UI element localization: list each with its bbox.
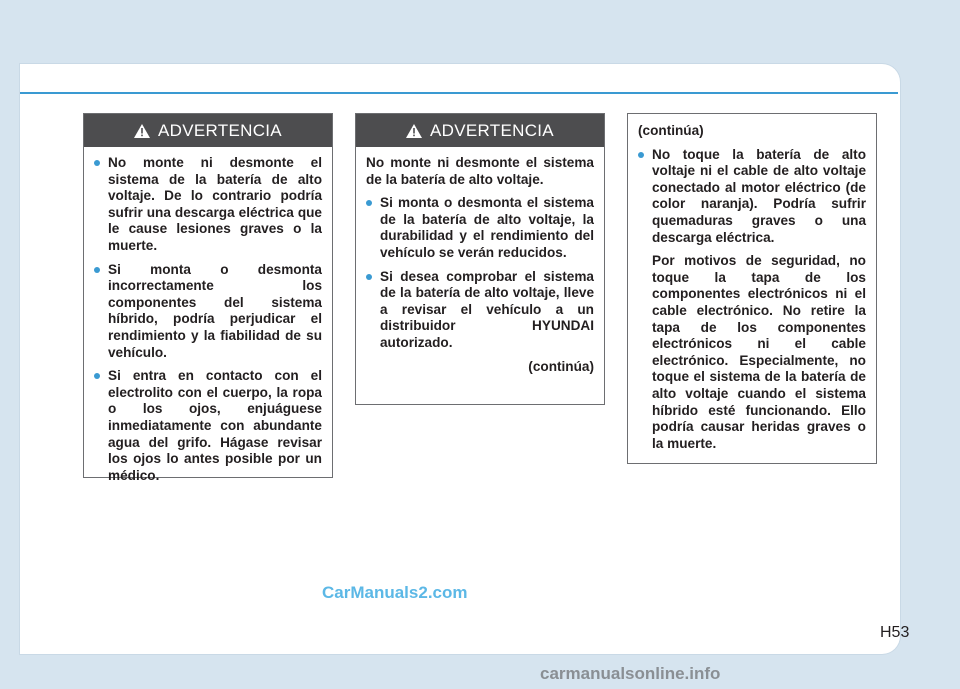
header-rule: [20, 92, 898, 94]
warning-box-3: [627, 113, 877, 464]
warning-triangle-icon: [134, 124, 150, 138]
bullet-icon: [94, 267, 100, 273]
warning-header-2: [356, 114, 604, 147]
list-item: [366, 195, 594, 261]
list-item-text: No toque la batería de alto voltaje ni el cable de alto voltaje conectado al motor eléctrico (de color naranja). Podría sufrir quemaduras graves o una descarga eléctrica.: [652, 146, 866, 245]
bullet-icon: [94, 160, 100, 166]
bullet-icon: [638, 152, 644, 158]
warning-box-2: [355, 113, 605, 405]
list-item: [94, 368, 322, 484]
list-item-text: Si desea comprobar el sistema de la batería de alto voltaje, lleve a revisar el vehículo a un distribuidor HYUNDAI autorizado.: [380, 268, 594, 350]
footer-watermark: carmanualsonline.info: [540, 664, 721, 683]
list-item-text: Si entra en contacto con el electrolito con el cuerpo, la ropa o los ojos, enjuáguese inmediatamente con abundante agua del grifo. Hágase revisar los ojos lo antes posible por un médico.: [108, 368, 322, 483]
safety-paragraph: Por motivos de seguridad, no toque la tapa de los componentes electrónicos ni el cable electrónico. No retire la tapa de los componentes electrónicos ni el cable electrónico. Especialmente, no toque el sistema de la batería de alto voltaje cuando el sistema híbrido esté funcionando. Ello podría causar heridas graves o la muerte.: [652, 253, 866, 451]
list-item-text: Si monta o desmonta el sistema de la batería de alto voltaje, la durabilidad y el rendimiento del vehículo se verán reducidos.: [380, 195, 594, 260]
intro-text: No monte ni desmonte el sistema de la batería de alto voltaje.: [366, 155, 594, 187]
list-item: [94, 262, 322, 362]
list-item: [366, 269, 594, 352]
list-item: [638, 147, 866, 247]
list-item: [94, 155, 322, 255]
list-item-text: No monte ni desmonte el sistema de la batería de alto voltaje. De lo contrario podría sufrir una descarga eléctrica que le cause lesiones graves o la muerte.: [108, 155, 322, 253]
continued-label: (continúa): [638, 123, 704, 138]
watermark-link[interactable]: CarManuals2.com: [322, 583, 468, 602]
warning-box-1: [83, 113, 333, 483]
warning-triangle-icon: [406, 124, 422, 138]
page-number: H53: [880, 624, 910, 641]
warning-header-1: [84, 114, 332, 147]
bullet-icon: [94, 373, 100, 379]
list-item-text: Si monta o desmonta incorrectamente los componentes del sistema híbrido, podría perjudicar el rendimiento y la fiabilidad de su vehículo.: [108, 261, 322, 360]
bullet-icon: [366, 200, 372, 206]
continues-label: (continúa): [528, 358, 594, 374]
warning-header-label: ADVERTENCIA: [158, 120, 282, 140]
bullet-icon: [366, 274, 372, 280]
warning-header-label: ADVERTENCIA: [430, 120, 554, 140]
